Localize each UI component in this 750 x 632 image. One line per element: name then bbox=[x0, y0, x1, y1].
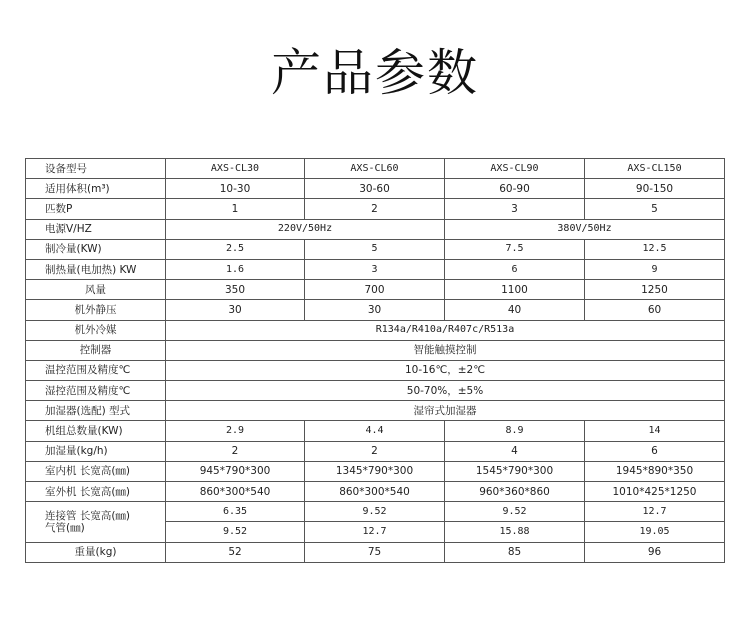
cell-value: 1010*425*1250 bbox=[585, 482, 725, 502]
row-label: 匹数P bbox=[26, 199, 166, 219]
table-row bbox=[26, 381, 725, 401]
cell-value: 19.05 bbox=[585, 522, 725, 542]
cell-value: 1100 bbox=[445, 280, 585, 300]
cell-value: 9.52 bbox=[166, 522, 305, 542]
table-row bbox=[26, 320, 725, 340]
table-row bbox=[26, 542, 725, 562]
cell-value: 860*300*540 bbox=[305, 482, 445, 502]
table-row bbox=[26, 280, 725, 300]
row-label: 机外冷媒 bbox=[26, 320, 166, 340]
model-name: AXS-CL90 bbox=[445, 159, 585, 179]
spec-table bbox=[25, 158, 725, 563]
cell-value: 2 bbox=[166, 441, 305, 461]
table-row bbox=[26, 179, 725, 199]
cell-value: 6.35 bbox=[166, 502, 305, 522]
cell-value: 12.7 bbox=[585, 502, 725, 522]
cell-value: 960*360*860 bbox=[445, 482, 585, 502]
cell-value: 96 bbox=[585, 542, 725, 562]
cell-value: 15.88 bbox=[445, 522, 585, 542]
cell-value: 10-30 bbox=[166, 179, 305, 199]
cell-value: 1545*790*300 bbox=[445, 461, 585, 481]
cell-value: 9 bbox=[585, 259, 725, 279]
cell-value: 2 bbox=[305, 441, 445, 461]
table-row bbox=[26, 239, 725, 259]
cell-value: 40 bbox=[445, 300, 585, 320]
table-row bbox=[26, 502, 725, 522]
cell-value: 60-90 bbox=[445, 179, 585, 199]
cell-value: 湿帘式加湿器 bbox=[166, 401, 725, 421]
table-row bbox=[26, 421, 725, 441]
cell-value: 945*790*300 bbox=[166, 461, 305, 481]
cell-value: 1945*890*350 bbox=[585, 461, 725, 481]
pipe-label-line2: 气管(㎜) bbox=[45, 521, 85, 534]
pipe-label-line1: 连接管 长宽高(㎜) bbox=[45, 509, 131, 522]
row-label: 加湿器(选配) 型式 bbox=[26, 401, 166, 421]
table-row bbox=[26, 300, 725, 320]
cell-value: 30 bbox=[305, 300, 445, 320]
cell-value: 7.5 bbox=[445, 239, 585, 259]
page-title: 产品参数 bbox=[271, 44, 479, 102]
cell-value: 350 bbox=[166, 280, 305, 300]
cell-value: 9.52 bbox=[305, 502, 445, 522]
row-label: 室外机 长宽高(㎜) bbox=[26, 482, 166, 502]
cell-value: 220V/50Hz bbox=[166, 219, 445, 239]
cell-value: 700 bbox=[305, 280, 445, 300]
cell-value: 12.5 bbox=[585, 239, 725, 259]
row-label: 重量(kg) bbox=[26, 542, 166, 562]
table-row bbox=[26, 401, 725, 421]
cell-value: 14 bbox=[585, 421, 725, 441]
table-row bbox=[26, 461, 725, 481]
row-label: 制冷量(KW) bbox=[26, 239, 166, 259]
cell-value: 9.52 bbox=[445, 502, 585, 522]
cell-value: 860*300*540 bbox=[166, 482, 305, 502]
table-row bbox=[26, 159, 725, 179]
cell-value: 30-60 bbox=[305, 179, 445, 199]
cell-value: 3 bbox=[305, 259, 445, 279]
table-row bbox=[26, 482, 725, 502]
cell-value: 1.6 bbox=[166, 259, 305, 279]
row-label: 制热量(电加热) KW bbox=[26, 259, 166, 279]
cell-value: 6 bbox=[585, 441, 725, 461]
cell-value: 6 bbox=[445, 259, 585, 279]
cell-value: 90-150 bbox=[585, 179, 725, 199]
row-label: 机外静压 bbox=[26, 300, 166, 320]
table-row bbox=[26, 259, 725, 279]
row-label: 电源V/HZ bbox=[26, 219, 166, 239]
cell-value: 1345*790*300 bbox=[305, 461, 445, 481]
cell-value: 4.4 bbox=[305, 421, 445, 441]
cell-value: 52 bbox=[166, 542, 305, 562]
table-row bbox=[26, 219, 725, 239]
cell-value: 75 bbox=[305, 542, 445, 562]
row-label: 湿控范围及精度℃ bbox=[26, 381, 166, 401]
row-label: 适用体积(m³) bbox=[26, 179, 166, 199]
cell-value: 380V/50Hz bbox=[445, 219, 725, 239]
cell-value: 1250 bbox=[585, 280, 725, 300]
row-label: 室内机 长宽高(㎜) bbox=[26, 461, 166, 481]
model-name: AXS-CL30 bbox=[166, 159, 305, 179]
cell-value: 50-70%，±5% bbox=[166, 381, 725, 401]
row-label: 机组总数量(KW) bbox=[26, 421, 166, 441]
table-row bbox=[26, 441, 725, 461]
cell-value: 1 bbox=[166, 199, 305, 219]
cell-value: 2 bbox=[305, 199, 445, 219]
cell-value: R134a/R410a/R407c/R513a bbox=[166, 320, 725, 340]
pipe-row-label bbox=[26, 502, 166, 542]
cell-value: 3 bbox=[445, 199, 585, 219]
cell-value: 30 bbox=[166, 300, 305, 320]
row-label: 风量 bbox=[26, 280, 166, 300]
cell-value: 60 bbox=[585, 300, 725, 320]
cell-value: 8.9 bbox=[445, 421, 585, 441]
row-label: 设备型号 bbox=[26, 159, 166, 179]
model-name: AXS-CL150 bbox=[585, 159, 725, 179]
table-row bbox=[26, 199, 725, 219]
cell-value: 5 bbox=[585, 199, 725, 219]
cell-value: 2.9 bbox=[166, 421, 305, 441]
table-row bbox=[26, 340, 725, 360]
cell-value: 2.5 bbox=[166, 239, 305, 259]
row-label: 控制器 bbox=[26, 340, 166, 360]
cell-value: 12.7 bbox=[305, 522, 445, 542]
cell-value: 5 bbox=[305, 239, 445, 259]
cell-value: 85 bbox=[445, 542, 585, 562]
model-name: AXS-CL60 bbox=[305, 159, 445, 179]
cell-value: 4 bbox=[445, 441, 585, 461]
cell-value: 智能触摸控制 bbox=[166, 340, 725, 360]
row-label: 温控范围及精度℃ bbox=[26, 360, 166, 380]
row-label: 加湿量(kg/h) bbox=[26, 441, 166, 461]
table-row bbox=[26, 360, 725, 380]
cell-value: 10-16℃，±2℃ bbox=[166, 360, 725, 380]
